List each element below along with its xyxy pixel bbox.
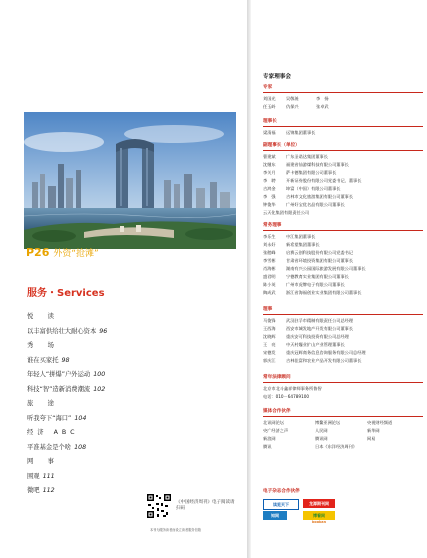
- member-detail: 浙江省海福创业实业集团有限公司董事长: [286, 290, 362, 295]
- member-name: 云天化集团有限责任公司: [263, 210, 310, 215]
- member-row: [263, 185, 423, 193]
- chairman-group: [263, 118, 423, 137]
- member-name: 钟俊华: [263, 202, 276, 207]
- toc-item-page: 100: [93, 371, 106, 378]
- qr-caption: 《中国经济周刊》电子阅读请扫码: [176, 500, 235, 511]
- member-name: 刘国光: [263, 96, 276, 101]
- member-row: [263, 161, 423, 169]
- member-detail: 坤富（中国）有限公司董事长: [286, 186, 341, 191]
- toc-item-page: 108: [74, 443, 87, 451]
- toc-item-page: 96: [99, 327, 108, 335]
- member-name: 李关月: [263, 170, 276, 175]
- toc-item[interactable]: [27, 441, 227, 456]
- toc-item-title: 听我夸下“海口”: [27, 414, 72, 422]
- member-row: [263, 325, 423, 333]
- divider: [263, 416, 423, 417]
- member-row: [263, 249, 423, 257]
- member-row: [263, 209, 423, 217]
- vice-chairman-list: [263, 153, 423, 217]
- member-detail: 广东圣诺达集团董事长: [286, 154, 328, 159]
- member-row: [263, 385, 423, 393]
- member-detail: 湖南有兴公园国际旅游发展有限公司董事长: [286, 266, 366, 271]
- media-partner: 网易: [367, 436, 376, 441]
- experts-list: [263, 95, 423, 111]
- member-name: 李雪彬: [263, 258, 276, 263]
- member-row: [263, 317, 423, 325]
- member-row: [263, 201, 423, 209]
- media-partner: 人民网: [315, 428, 328, 433]
- logo-cnki: 知网: [263, 511, 287, 520]
- legal-list: [263, 385, 423, 401]
- media-partner: [367, 443, 419, 451]
- media-partner: 央广经济之声: [263, 428, 289, 433]
- chairman-title: 理事长: [263, 119, 277, 124]
- toc-category: [27, 426, 227, 441]
- member-detail: 仇保兴: [286, 104, 299, 109]
- toc-item-title: 平准基金是个啥: [27, 443, 72, 451]
- logo-bookan: bookan: [303, 520, 335, 525]
- member-name: 梁清福: [263, 130, 276, 135]
- member-name: 吉鸿金: [263, 186, 276, 191]
- member-name: 李乐生: [263, 234, 276, 239]
- toc-category: [27, 310, 227, 325]
- member-name: 郭庆江: [263, 358, 276, 363]
- member-row: [263, 241, 423, 249]
- divider: [263, 382, 423, 383]
- qr-code-icon: [146, 493, 172, 519]
- toc-item-page: 104: [74, 414, 87, 422]
- member-row: [263, 357, 423, 365]
- member-name: 北京市北斗鑫祥律师事务所: [263, 386, 314, 391]
- media-partner: 新浪网: [263, 436, 276, 441]
- member-detail: 启赛云创科技股份有限公司党委书记: [286, 250, 354, 255]
- chairman-list: [263, 129, 423, 137]
- member-name: 李 聘: [263, 178, 276, 183]
- toc-category: [27, 397, 227, 412]
- feature-story[interactable]: [26, 246, 99, 261]
- member-detail: 重庆安可科技投资有限公司总经理: [286, 334, 349, 339]
- member-detail: 中天村爆业扩山产业管理董事长: [286, 342, 345, 347]
- member-row: [263, 349, 423, 357]
- member-detail: 广州市虎牌电子有限公司董事长: [286, 282, 345, 287]
- toc-item-title: 谁在买家托: [27, 356, 59, 364]
- media-partners: [263, 419, 423, 451]
- divider: [263, 314, 423, 315]
- toc-item-title: 秀 场: [27, 342, 58, 349]
- member-name: 任玉岭: [263, 104, 276, 109]
- toc-item-title: 旅 途: [27, 400, 58, 407]
- member-row: [263, 95, 423, 103]
- toc-item-page: 98: [61, 356, 70, 364]
- member-detail: 西安市城发地产开发有限公司董事长: [286, 326, 354, 331]
- section-title: 服务・Services: [27, 288, 105, 299]
- member-detail: 鲁智: [313, 386, 322, 391]
- member-row: [263, 233, 423, 241]
- media-title: 媒体合作伙伴: [263, 409, 291, 414]
- member-detail: 福建省仙游煤科技有限公司董事长: [286, 162, 349, 167]
- toc-item-title: 网 事: [27, 458, 58, 465]
- member-name: 电话：010－64789100: [263, 394, 310, 399]
- toc-item-title: 年轻人“拼爆”户外运动: [27, 371, 91, 378]
- toc-item-title: 以丰富供给壮大耐心资本: [27, 327, 97, 335]
- divider: [263, 92, 423, 93]
- member-detail: 广州好宝优名品有限公司董事长: [286, 202, 345, 207]
- member-row: [263, 103, 423, 111]
- feature-title: 外资“抢滩”: [53, 249, 99, 259]
- member-name: 陶成武: [263, 290, 276, 295]
- member-name: 李 强: [263, 194, 276, 199]
- member-row: [263, 129, 423, 137]
- member-name: 沈晓辉: [263, 334, 276, 339]
- member-row: [263, 153, 423, 161]
- member-name: 陈小英: [263, 282, 276, 287]
- member-detail: 武汉驻孚市精制有限责任公司总经理: [286, 318, 354, 323]
- member-row: [263, 281, 423, 289]
- table-of-contents: [27, 310, 227, 499]
- media-partner: 新华网: [367, 428, 380, 433]
- legal-group: [263, 374, 423, 401]
- media-partner: 博鳌亚洲论坛: [315, 420, 341, 425]
- media-group: [263, 408, 423, 451]
- member-name: 宋德发: [263, 350, 276, 355]
- media-partner: 央视财经频道: [367, 420, 393, 425]
- vice-chairman-title: 副理事长（单位）: [263, 143, 300, 148]
- media-partner: 北讯网论坛: [263, 420, 284, 425]
- member-detail: 李 扬: [316, 96, 329, 101]
- member-row: [263, 265, 423, 273]
- member-detail: 萨卡德集团有限公司董事长: [286, 170, 337, 175]
- member-row: [263, 177, 423, 185]
- member-name: 肖海彬: [263, 266, 276, 271]
- member-name: 盛君明: [263, 274, 276, 279]
- members-list: [263, 317, 423, 365]
- member-detail: 远锦集团董事长: [286, 130, 316, 135]
- hero-photo-city-skyline: [24, 112, 236, 249]
- media-partner: 日本《东洋经济周刊》: [315, 444, 357, 449]
- toc-item-title: 围观: [27, 472, 40, 480]
- member-detail: 新希望集团董事长: [286, 242, 320, 247]
- member-name: 王西海: [263, 326, 276, 331]
- member-detail: 甘肃省环境投资集团有限公司董事长: [286, 258, 354, 263]
- member-detail: 重庆冠辉商务信息咨询服务有限公司总经理: [286, 350, 366, 355]
- toc-item[interactable]: [27, 470, 227, 485]
- experts-group: [263, 84, 423, 111]
- divider: [263, 150, 423, 151]
- toc-item[interactable]: [27, 354, 227, 369]
- logo-longyuan: 龙源期刊网: [303, 499, 335, 508]
- divider: [263, 126, 423, 127]
- members-title: 理事: [263, 307, 273, 312]
- legal-title: 常年法律顾问: [263, 375, 291, 380]
- toc-category: [27, 339, 227, 354]
- media-partner: 腾讯网: [315, 436, 328, 441]
- qr-note: 本刊为服务读者而设立读者服务信箱: [150, 528, 201, 532]
- qr-code[interactable]: [146, 493, 172, 519]
- members-group: [263, 306, 423, 365]
- toc-item-page: 102: [93, 385, 106, 393]
- logo-duolan: 读览天下: [263, 499, 299, 510]
- member-detail: 开新证券股份有限公司党委书记、董事长: [286, 178, 362, 183]
- member-row: [263, 169, 423, 177]
- toc-item[interactable]: [27, 484, 227, 499]
- toc-category: [27, 455, 227, 470]
- member-row: [263, 193, 423, 201]
- member-name: 刘永好: [263, 242, 276, 247]
- member-row: [263, 257, 423, 265]
- media-partner: 腾讯: [263, 444, 272, 449]
- toc-item[interactable]: [27, 368, 227, 383]
- vice-chairman-group: [263, 142, 423, 217]
- member-name: 沈继东: [263, 162, 276, 167]
- ezine-partners-title: 电子杂志合作伙伴: [263, 489, 300, 494]
- toc-item-page: 111: [42, 472, 55, 480]
- member-row: [263, 333, 423, 341]
- toc-item-page: 112: [42, 487, 55, 494]
- board-heading: 专家理事会: [263, 74, 291, 80]
- city-skyline-illustration: [24, 112, 236, 249]
- member-row: [263, 273, 423, 281]
- feature-page-number: P26: [26, 246, 50, 259]
- member-row: [263, 341, 423, 349]
- toc-item[interactable]: [27, 325, 227, 340]
- standing-group: [263, 222, 423, 297]
- toc-item-title: 科技“智”造新消费潮流: [27, 385, 91, 393]
- member-detail: 吉林市文化旅游集团有限公司董事长: [286, 194, 354, 199]
- experts-title: 专家: [263, 85, 273, 90]
- member-detail: 宁德教育实业集团有限公司董事长: [286, 274, 349, 279]
- member-name: 曹建斌: [263, 154, 276, 159]
- member-name: 王 亮: [263, 342, 276, 347]
- member-row: [263, 393, 423, 401]
- toc-item[interactable]: [27, 383, 227, 398]
- standing-title: 常务理事: [263, 223, 282, 228]
- member-name: 张懿峰: [263, 250, 276, 255]
- logo-bokan: 博看网: [303, 511, 335, 520]
- toc-item-title: 微吧: [27, 487, 40, 494]
- member-detail: 吉林佳富和农业产品开发有限公司董事长: [286, 358, 362, 363]
- standing-list: [263, 233, 423, 297]
- member-name: 马俊锋: [263, 318, 276, 323]
- toc-item-title: 悦 读: [27, 313, 58, 320]
- divider: [263, 230, 423, 231]
- member-row: [263, 289, 423, 297]
- member-detail: 吴敬琏: [286, 96, 299, 101]
- toc-item-title: 经济 ABC: [27, 429, 79, 436]
- toc-item[interactable]: [27, 412, 227, 427]
- member-detail: 张卓武: [316, 104, 329, 109]
- member-detail: 中江集团董事长: [286, 234, 316, 239]
